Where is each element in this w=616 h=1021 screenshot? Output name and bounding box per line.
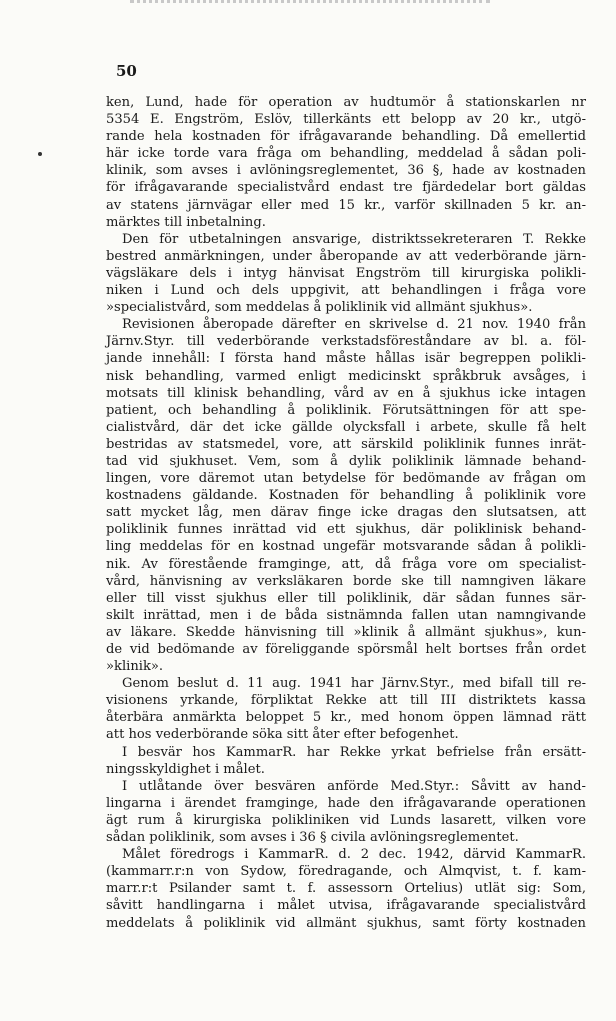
text-line: sådan poliklinik, som avses i 36 § civila avlöningsreglementet.	[106, 830, 519, 846]
text-line: »specialistvård, som meddelas å poliklinik vid allmänt sjukhus».	[106, 300, 533, 316]
page-number: 50	[116, 62, 137, 80]
text-line: av läkare. Skedde hänvisning till »klinik å allmänt sjukhus», kun-	[106, 624, 586, 640]
text-line: I besvär hos KammarR. har Rekke yrkat befrielse från ersätt-	[122, 744, 586, 760]
text-line: tad vid sjukhuset. Vem, som å dylik poliklinik lämnade behand-	[106, 453, 586, 469]
text-line: 5354 E. Engström, Eslöv, tillerkänts ett belopp av 20 kr., utgö-	[106, 112, 586, 128]
text-line: eller till visst sjukhus eller till poliklinik, där sådan funnes sär-	[106, 590, 586, 606]
text-line: niken i Lund och dels uppgivit, att behandlingen i fråga vore	[106, 283, 586, 299]
text-line: vägsläkare dels i intyg hänvisat Engström till kirurgiska polikli-	[106, 265, 586, 281]
body-text	[106, 94, 586, 932]
text-line: nisk behandling, varmed enligt medicinskt språkbruk avsåges, i	[106, 368, 586, 384]
text-line: Målet föredrogs i KammarR. d. 2 dec. 1942, därvid KammarR.	[122, 847, 586, 863]
text-line: (kammarr.r:n von Sydow, föredragande, och Almqvist, t. f. kam-	[106, 864, 586, 880]
text-line: Den för utbetalningen ansvarige, distriktssekreteraren T. Rekke	[122, 231, 586, 247]
text-line: skilt inrättad, men i de båda sistnämnda fallen utan namngivande	[106, 607, 586, 623]
text-line: de vid bedömande av föreliggande spörsmål helt bortses från ordet	[106, 642, 586, 657]
scan-artifact-marks	[130, 0, 490, 7]
text-line: rande hela kostnaden för ifrågavarande behandling. Då emellertid	[106, 129, 586, 145]
margin-dot	[38, 152, 42, 156]
text-line: ken, Lund, hade för operation av hudtumör å stationskarlen nr	[106, 95, 586, 110]
text-line: såvitt handlingarna i målet utvisa, ifrågavarande specialistvård	[106, 898, 586, 914]
text-line: motsats till klinisk behandling, vård av en å sjukhus icke intagen	[106, 385, 586, 401]
text-line: bestridas av statsmedel, vore, att särskild poliklinik funnes inrät-	[106, 436, 586, 452]
text-line: Revisionen åberopade därefter en skrivelse d. 21 nov. 1940 från	[122, 317, 586, 333]
text-line: här icke torde vara fråga om behandling, meddelad å sådan poli-	[106, 146, 586, 162]
text-line: jande innehåll: I första hand måste hållas isär begreppen polikli-	[106, 351, 586, 367]
text-line: märktes till inbetalning.	[106, 214, 266, 230]
text-line: att hos vederbörande söka sitt åter efter befogenhet.	[106, 727, 459, 743]
text-line: I utlåtande över besvären anförde Med.Styr.: Såvitt av hand-	[122, 778, 586, 794]
text-line: lingen, vore däremot utan betydelse för bedömande av frågan om	[106, 471, 586, 487]
text-line: av statens järnvägar eller med 15 kr., varför skillnaden 5 kr. an-	[106, 197, 586, 213]
text-line: kostnadens gäldande. Kostnaden för behandling å poliklinik vore	[106, 488, 586, 504]
text-line: för ifrågavarande specialistvård endast tre fjärdedelar bort gäldas	[106, 180, 586, 196]
text-line: visionens yrkande, förpliktat Rekke att till III distriktets kassa	[106, 693, 586, 709]
text-line: marr.r:t Psilander samt t. f. assessorn Ortelius) utlät sig: Som,	[106, 881, 586, 897]
text-line: Genom beslut d. 11 aug. 1941 har Järnv.Styr., med bifall till re-	[122, 676, 586, 692]
text-line: meddelats å poliklinik vid allmänt sjukhus, samt förty kostnaden	[106, 915, 586, 931]
text-line: »klinik».	[106, 659, 164, 675]
text-line: bestred anmärkningen, under åberopande av att vederbörande järn-	[106, 248, 586, 264]
text-line: klinik, som avses i avlöningsreglementet, 36 §, hade av kostnaden	[106, 163, 586, 179]
text-line: Järnv.Styr. till vederbörande verkstadsföreståndare av bl. a. föl-	[106, 334, 586, 350]
text-line: lingarna i ärendet framginge, hade den ifrågavarande operationen	[106, 795, 586, 811]
text-line: ägt rum å kirurgiska polikliniken vid Lunds lasarett, vilken vore	[106, 812, 586, 828]
text-line: vård, hänvisning av verksläkaren borde ske till namngiven läkare	[106, 573, 586, 589]
text-line: nik. Av förestående framginge, att, då fråga vore om specialist-	[106, 556, 586, 572]
text-line: cialistvård, där det icke gällde olycksfall i arbete, skulle få helt	[106, 419, 586, 435]
text-line: återbära anmärkta beloppet 5 kr., med honom öppen lämnad rätt	[106, 710, 586, 726]
text-line: ningsskyldighet i målet.	[106, 761, 265, 777]
text-line: patient, och behandling å poliklinik. Förutsättningen för att spe-	[106, 402, 586, 418]
text-line: satt mycket låg, men därav finge icke dragas den slutsatsen, att	[106, 505, 586, 521]
text-line: ling meddelas för en kostnad ungefär motsvarande sådan å polikli-	[106, 539, 586, 555]
text-line: poliklinik funnes inrättad vid ett sjukhus, där poliklinisk behand-	[106, 522, 586, 538]
